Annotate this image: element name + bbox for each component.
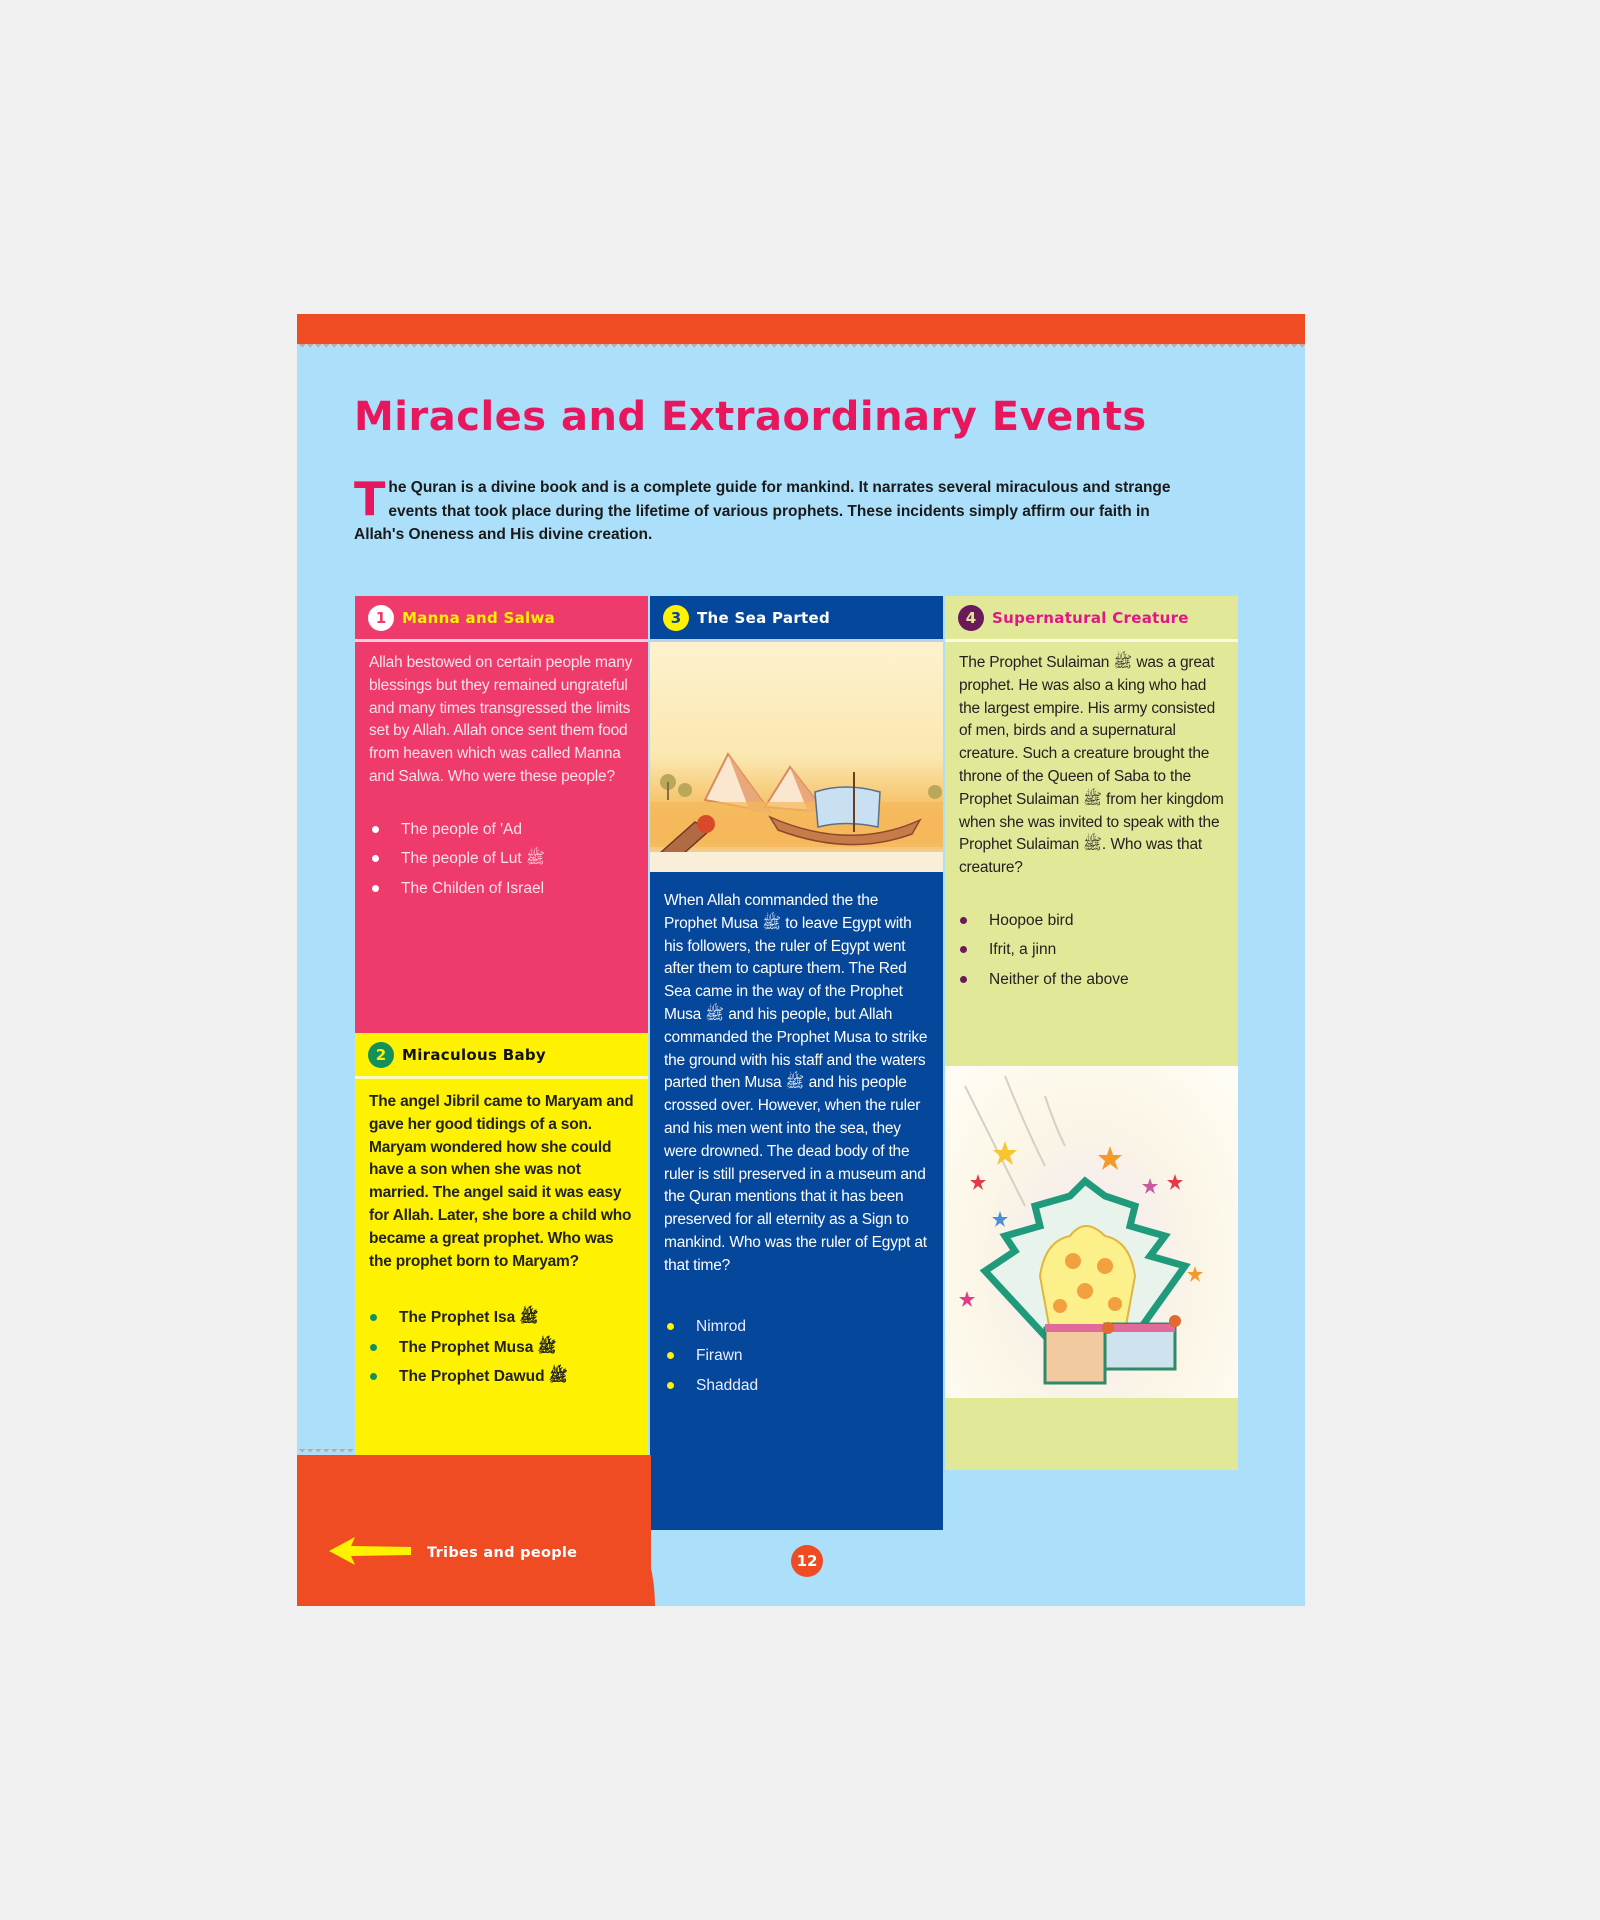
answer-option: Neither of the above xyxy=(957,965,1238,995)
answer-options xyxy=(355,1303,648,1392)
arrow-left-icon xyxy=(327,1534,413,1572)
throne-image xyxy=(945,1066,1238,1398)
answer-option: The Prophet Musa ﷺ xyxy=(367,1333,648,1363)
drop-cap: T xyxy=(354,472,386,526)
section-heading: Miraculous Baby xyxy=(402,1045,547,1064)
section-number-badge: 2 xyxy=(368,1042,394,1068)
section-the-sea-parted xyxy=(650,596,943,1530)
answer-option: The Prophet Dawud ﷺ xyxy=(367,1362,648,1392)
section-text: The Prophet Sulaiman ﷺ was a great prophet. He was also a king who had the largest empire. His army consisted of men, birds and a supernatural creature. Such a creature brought the throne of the Queen of Saba to the Prophet Sulaiman ﷺ from her kingdom when she was invited to speak with the Prophet Sulaiman ﷺ. Who was that creature? xyxy=(959,654,1224,877)
section-number-badge: 4 xyxy=(958,605,984,631)
section-manna-and-salwa xyxy=(355,596,648,1033)
answer-option: Firawn xyxy=(664,1341,943,1371)
section-heading: The Sea Parted xyxy=(697,608,831,627)
answer-options xyxy=(355,815,648,904)
previous-topic-link[interactable] xyxy=(327,1534,577,1572)
answer-option: Ifrit, a jinn xyxy=(957,935,1238,965)
throne-illustration xyxy=(945,1066,1238,1398)
answer-option: Hoopoe bird xyxy=(957,906,1238,936)
previous-topic-label: Tribes and people xyxy=(427,1545,578,1561)
section-text: When Allah commanded the the Prophet Musa ﷺ to leave Egypt with his followers, the ruler of Egypt went after them to capture them. The Red Sea came in the way of the Prophet Musa ﷺ and his people, but Allah commanded the Prophet Musa to strike the ground with his staff and the waters parted then Musa ﷺ and his people crossed over. However, when the ruler and his men went into the sea, they were drowned. The dead body of the ruler is still preserved in a museum and the Quran mentions that it has been preserved for all eternity as a Sign to mankind. Who was the ruler of Egypt at that time? xyxy=(664,892,928,1274)
section-heading: Manna and Salwa xyxy=(402,608,556,627)
answer-option: The people of 'Ad xyxy=(369,815,648,845)
answer-option: The Childen of Israel xyxy=(369,874,648,904)
section-header xyxy=(355,1033,648,1079)
section-text: Allah bestowed on certain people many blessings but they remained ungrateful and many times transgressed the limits set by Allah. Allah once sent them food from heaven which was called Manna and Salwa. Who were these people? xyxy=(369,654,633,785)
intro-paragraph xyxy=(354,472,1184,547)
section-header xyxy=(650,596,943,642)
top-zigzag-border xyxy=(297,344,1305,350)
section-miraculous-baby xyxy=(355,1033,648,1489)
section-number-badge: 3 xyxy=(663,605,689,631)
pyramids-boat-image xyxy=(650,642,943,872)
section-header xyxy=(355,596,648,642)
page-number-badge: 12 xyxy=(791,1545,823,1577)
answer-option: The Prophet Isa ﷺ xyxy=(367,1303,648,1333)
answer-option: Shaddad xyxy=(664,1371,943,1401)
section-number-badge: 1 xyxy=(368,605,394,631)
answer-options xyxy=(650,1312,943,1401)
section-supernatural-creature xyxy=(945,596,1238,1470)
answer-options xyxy=(945,906,1238,995)
top-decorative-band xyxy=(297,314,1305,344)
intro-text: he Quran is a divine book and is a complete guide for mankind. It narrates several miraculous and strange events that took place during the lifetime of various prophets. These incidents simply affirm our faith in Allah's Oneness and His divine creation. xyxy=(354,479,1171,543)
section-text: The angel Jibril came to Maryam and gave her good tidings of a son. Maryam wondered how she could have a son when she was not married. The angel said it was easy for Allah. Later, she bore a child who became a great prophet. Who was the prophet born to Maryam? xyxy=(369,1093,634,1270)
section-header xyxy=(945,596,1238,642)
pyramids-boat-illustration xyxy=(650,642,943,872)
answer-option: The people of Lut ﷺ xyxy=(369,844,648,874)
section-heading: Supernatural Creature xyxy=(992,608,1189,627)
page-title: Miracles and Extraordinary Events xyxy=(354,394,1147,440)
answer-option: Nimrod xyxy=(664,1312,943,1342)
book-page xyxy=(297,314,1305,1606)
